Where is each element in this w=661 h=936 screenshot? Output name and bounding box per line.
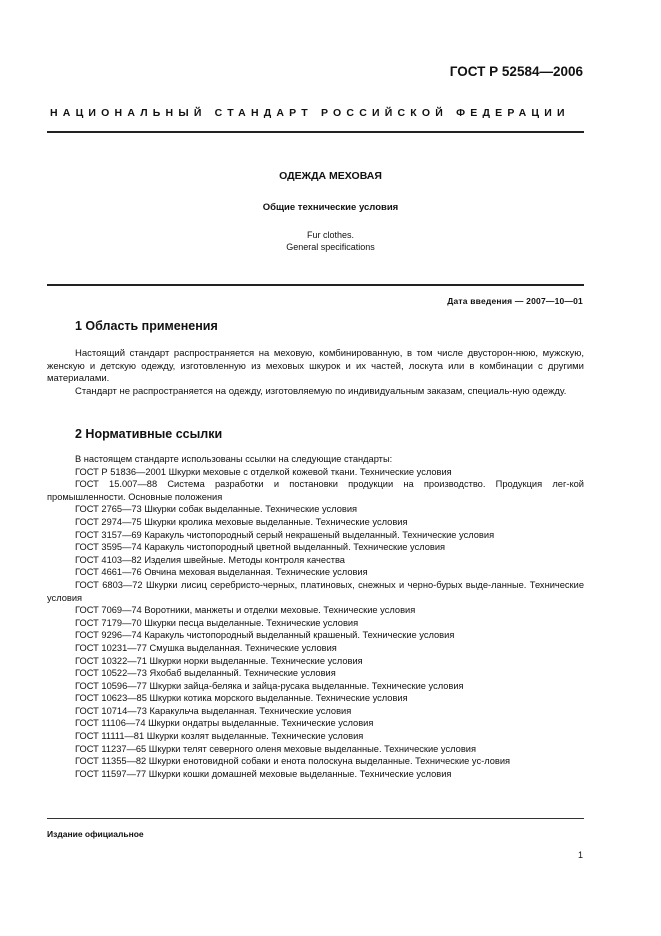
edition-note: Издание официальное — [47, 829, 144, 839]
reference-item: ГОСТ 3595—74 Каракуль чистопородный цветной выделанный. Технические условия — [75, 542, 446, 553]
english-title-line2: General specifications — [286, 242, 375, 252]
reference-item: ГОСТ 11237—65 Шкурки телят северного оленя меховые выделанные. Технические условия — [75, 743, 476, 754]
reference-item: ГОСТ 10623—85 Шкурки котика морского выделанные. Технические условия — [75, 693, 408, 704]
footer-rule — [47, 818, 584, 819]
title-rule — [47, 284, 584, 286]
english-title-line1: Fur clothes. — [306, 230, 355, 240]
reference-item: ГОСТ 11355—82 Шкурки енотовидной собаки и енота полоскуна выделанные. Технические ус-ловия — [75, 756, 511, 767]
references-list — [47, 453, 584, 780]
reference-item: ГОСТ 2765—73 Шкурки собак выделанные. Технические условия — [75, 504, 358, 515]
section-2-heading: 2 Нормативные ссылки — [75, 427, 223, 441]
reference-item: ГОСТ 2974—75 Шкурки кролика меховые выделанные. Технические условия — [75, 516, 408, 527]
references-intro: В настоящем стандарте использованы ссылки на следующие стандарты: — [75, 454, 393, 464]
introduction-date: Дата введения — 2007—10—01 — [447, 296, 583, 306]
gost-number: ГОСТ Р 52584—2006 — [449, 64, 583, 79]
reference-item: ГОСТ 10714—73 Каракульча выделанная. Технические условия — [75, 705, 352, 716]
section-1-body — [47, 348, 584, 398]
paragraph: Стандарт не распространяется на одежду, изготовляемую по индивидуальным заказам, специаль-ную одежду. — [75, 385, 567, 397]
reference-item: ГОСТ 10322—71 Шкурки норки выделанные. Технические условия — [75, 655, 363, 666]
section-1-heading: 1 Область применения — [75, 319, 218, 333]
reference-item: ГОСТ 4661—76 Овчина меховая выделанная. Технические условия — [75, 567, 368, 578]
reference-item: ГОСТ 7179—70 Шкурки песца выделанные. Технические условия — [75, 617, 359, 628]
reference-item: ГОСТ 10596—77 Шкурки зайца-беляка и зайца-русака выделанные. Технические условия — [75, 680, 464, 691]
paragraph: Настоящий стандарт распространяется на меховую, комбинированную, в том числе двусторон-нюю, мужскую, женскую и детскую одежду, изготовленную из меховых шкурок и их частей, лоскута или в комбинации с другими материалами. — [47, 348, 584, 384]
reference-item: ГОСТ Р 51836—2001 Шкурки меховые с отделкой кожевой ткани. Технические условия — [75, 466, 452, 477]
national-standard-banner: НАЦИОНАЛЬНЫЙ СТАНДАРТ РОССИЙСКОЙ ФЕДЕРАЦИИ — [50, 107, 570, 119]
reference-item: ГОСТ 4103—82 Изделия швейные. Методы контроля качества — [75, 554, 345, 565]
reference-item: ГОСТ 11597—77 Шкурки кошки домашней меховые выделанные. Технические условия — [75, 768, 452, 779]
page-number: 1 — [577, 850, 583, 860]
reference-item: ГОСТ 11111—81 Шкурки козлят выделанные. Технические условия — [75, 731, 364, 742]
top-rule — [47, 131, 584, 133]
document-title: ОДЕЖДА МЕХОВАЯ — [279, 170, 382, 182]
reference-item: ГОСТ 9296—74 Каракуль чистопородный выделанный крашеный. Технические условия — [75, 630, 455, 641]
document-subtitle: Общие технические условия — [262, 202, 399, 213]
reference-item: ГОСТ 15.007—88 Система разработки и постановки продукции на производство. Продукция лег-кой промышленности. Основные положения — [47, 479, 584, 502]
reference-item: ГОСТ 10231—77 Смушка выделанная. Технические условия — [75, 642, 337, 653]
reference-item: ГОСТ 10522—73 Яхобаб выделанный. Технические условия — [75, 668, 336, 679]
reference-item: ГОСТ 11106—74 Шкурки ондатры выделанные. Технические условия — [75, 718, 374, 729]
reference-item: ГОСТ 6803—72 Шкурки лисиц серебристо-черных, платиновых, снежных и черно-бурых выде-ланные. Технические условия — [47, 579, 584, 603]
reference-item: ГОСТ 3157—69 Каракуль чистопородный серый некрашеный выделанный. Технические условия — [75, 529, 495, 540]
reference-item: ГОСТ 7069—74 Воротники, манжеты и отделки меховые. Технические условия — [75, 605, 416, 616]
